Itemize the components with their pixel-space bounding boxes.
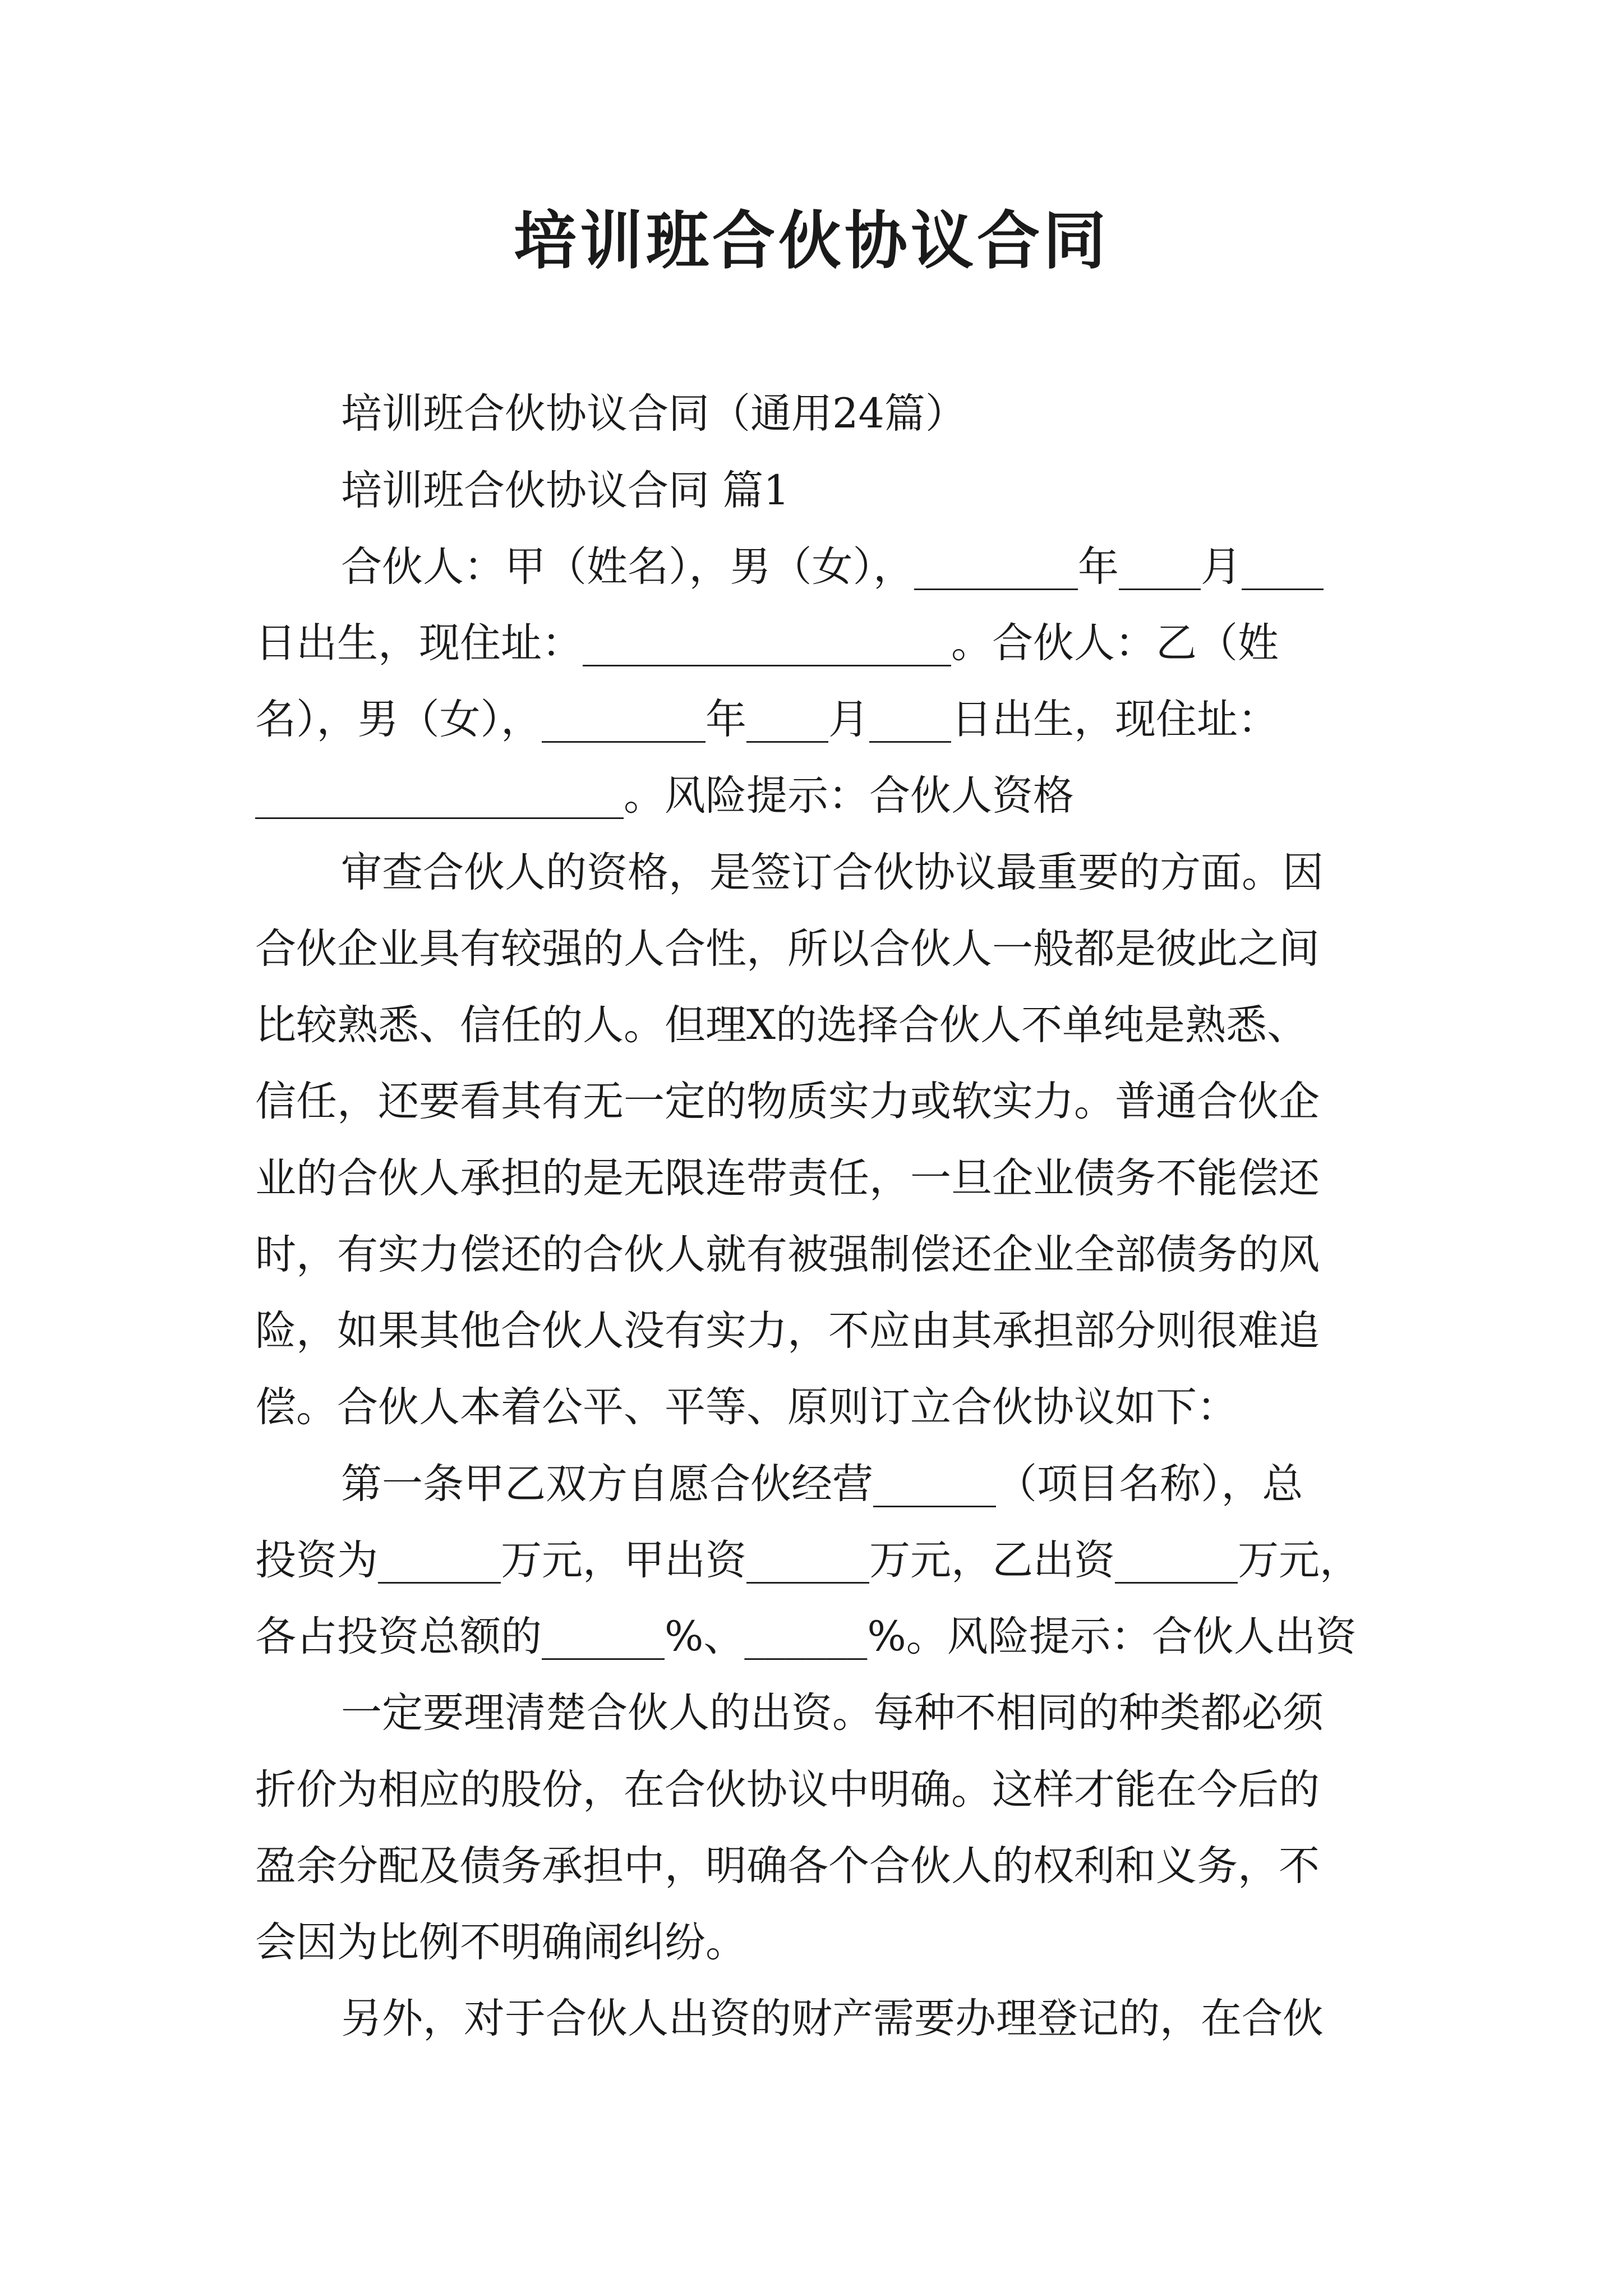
text-line: 日出生，现住址：__________________。合伙人：乙（姓 [255,619,1279,667]
text-line: 合伙企业具有较强的人合性，所以合伙人一般都是彼此之间 [255,925,1320,973]
text-line: 信任，还要看其有无一定的物质实力或软实力。普通合伙企 [255,1078,1320,1125]
text-line: 比较熟悉、信任的人。但理X的选择合伙人不单纯是熟悉、 [255,1001,1308,1049]
text-line-chapter: 培训班合伙协议合同 篇1 [341,467,790,514]
text-line: 盈余分配及债务承担中，明确各个合伙人的权利和义务，不 [255,1842,1320,1890]
text-line: 各占投资总额的______%、______%。风险提示：合伙人出资 [255,1613,1357,1660]
text-line: 另外，对于合伙人出资的财产需要办理登记的，在合伙 [341,1995,1324,2042]
text-line: 合伙人：甲（姓名），男（女），________年____月____ [341,543,1324,591]
text-line: 名），男（女），________年____月____日出生，现住址： [255,696,1279,743]
text-line: 业的合伙人承担的是无限连带责任，一旦企业债务不能偿还 [255,1154,1320,1202]
text-line: 偿。合伙人本着公平、平等、原则订立合伙协议如下： [255,1383,1238,1431]
text-line: 会因为比例不明确闹纠纷。 [255,1918,746,1966]
text-line: 审查合伙人的资格，是签订合伙协议最重要的方面。因 [341,849,1324,896]
text-line: 投资为______万元，甲出资______万元，乙出资______万元， [255,1536,1361,1584]
text-line-subtitle: 培训班合伙协议合同（通用24篇） [341,390,966,438]
document-title: 培训班合伙协议合同 [514,204,1109,278]
text-line: 折价为相应的股份，在合伙协议中明确。这样才能在今后的 [255,1766,1320,1814]
text-line: __________________。风险提示：合伙人资格 [255,772,1074,820]
text-line: 一定要理清楚合伙人的出资。每种不相同的种类都必须 [341,1689,1324,1737]
text-line: 第一条甲乙双方自愿合伙经营______（项目名称），总 [341,1460,1303,1508]
text-line: 时，有实力偿还的合伙人就有被强制偿还企业全部债务的风 [255,1231,1320,1278]
text-line: 险，如果其他合伙人没有实力，不应由其承担部分则很难追 [255,1307,1320,1355]
